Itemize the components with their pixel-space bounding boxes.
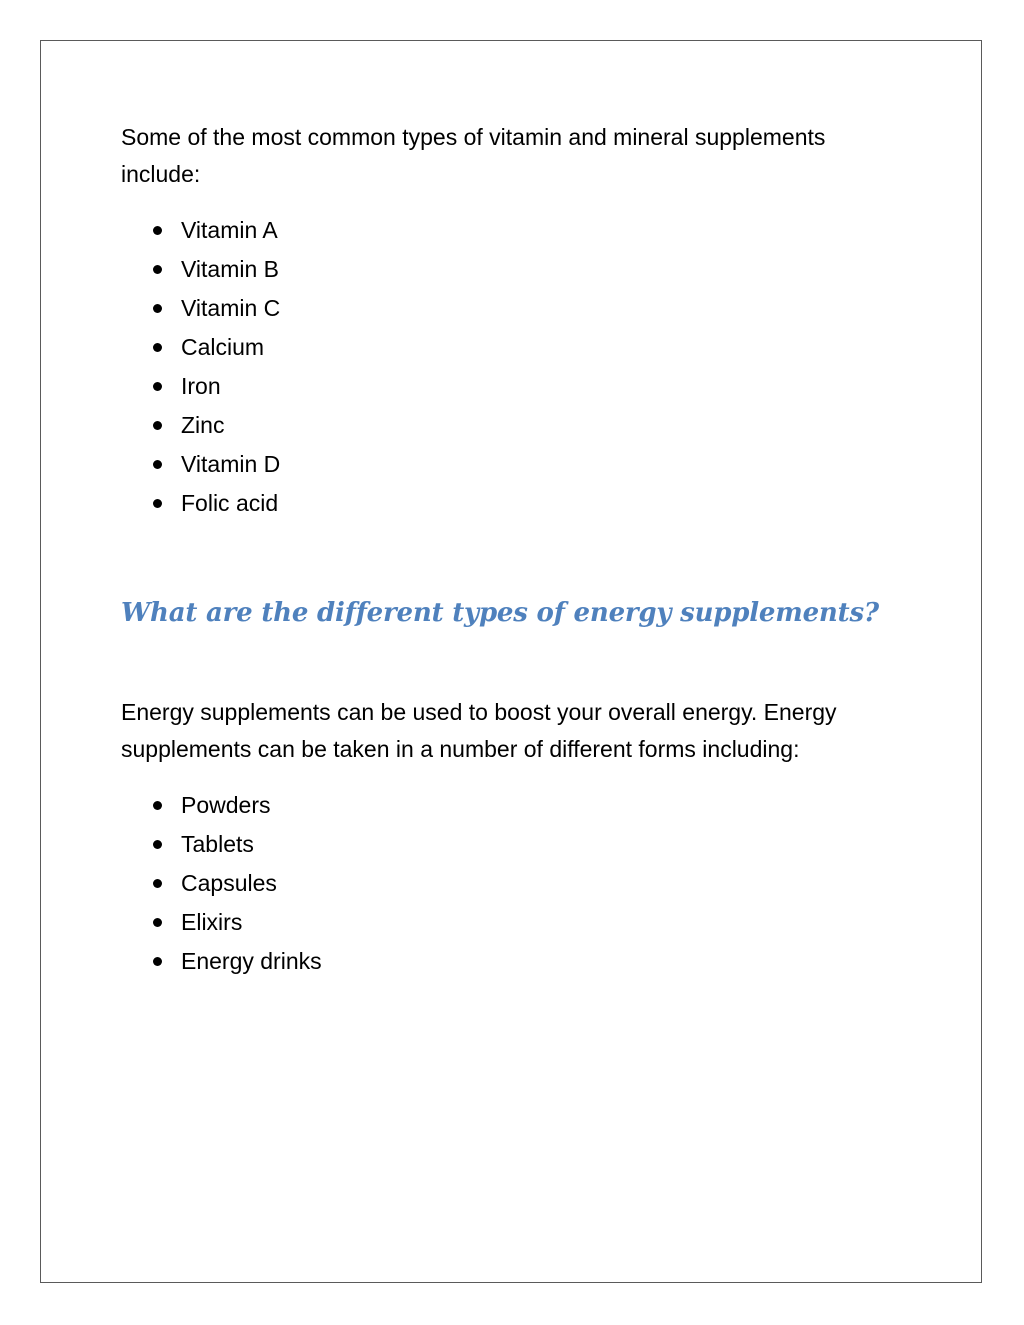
list-item-label: Capsules <box>181 870 277 896</box>
list-item <box>121 250 280 289</box>
list-item <box>121 786 322 825</box>
list-item <box>121 289 280 328</box>
list-item-label: Zinc <box>181 412 225 438</box>
list-item <box>121 484 280 523</box>
list-item-label: Folic acid <box>181 490 279 516</box>
list-item <box>121 825 322 864</box>
list-item <box>121 445 280 484</box>
section-heading: What are the different types of energy supplements? <box>121 598 879 628</box>
list-item-label: Calcium <box>181 334 265 360</box>
list-item <box>121 406 280 445</box>
list-item-label: Iron <box>181 373 221 399</box>
vitamin-list <box>121 211 280 523</box>
list-item <box>121 328 280 367</box>
list-item-label: Vitamin C <box>181 295 281 321</box>
list-item-label: Powders <box>181 792 271 818</box>
list-item <box>121 942 322 981</box>
list-item-label: Tablets <box>181 831 254 857</box>
energy-forms-list <box>121 786 322 981</box>
bullet-icon <box>153 879 162 888</box>
bullet-icon <box>153 382 162 391</box>
list-item <box>121 367 280 406</box>
list-item-label: Vitamin B <box>181 256 280 282</box>
bullet-icon <box>153 918 162 927</box>
list-item-label: Vitamin A <box>181 217 278 243</box>
bullet-icon <box>153 226 162 235</box>
bullet-icon <box>153 343 162 352</box>
list-item-label: Vitamin D <box>181 451 281 477</box>
list-item-label: Energy drinks <box>181 948 322 974</box>
bullet-icon <box>153 840 162 849</box>
bullet-icon <box>153 265 162 274</box>
bullet-icon <box>153 957 162 966</box>
bullet-icon <box>153 460 162 469</box>
energy-paragraph: Energy supplements can be used to boost your overall energy. Energy supplements can be taken in a number of different forms including: <box>121 699 837 762</box>
list-item <box>121 211 280 250</box>
bullet-icon <box>153 499 162 508</box>
list-item <box>121 864 322 903</box>
list-item <box>121 903 322 942</box>
bullet-icon <box>153 421 162 430</box>
bullet-icon <box>153 801 162 810</box>
list-item-label: Elixirs <box>181 909 243 935</box>
intro-paragraph: Some of the most common types of vitamin and mineral supplements include: <box>121 124 826 187</box>
bullet-icon <box>153 304 162 313</box>
